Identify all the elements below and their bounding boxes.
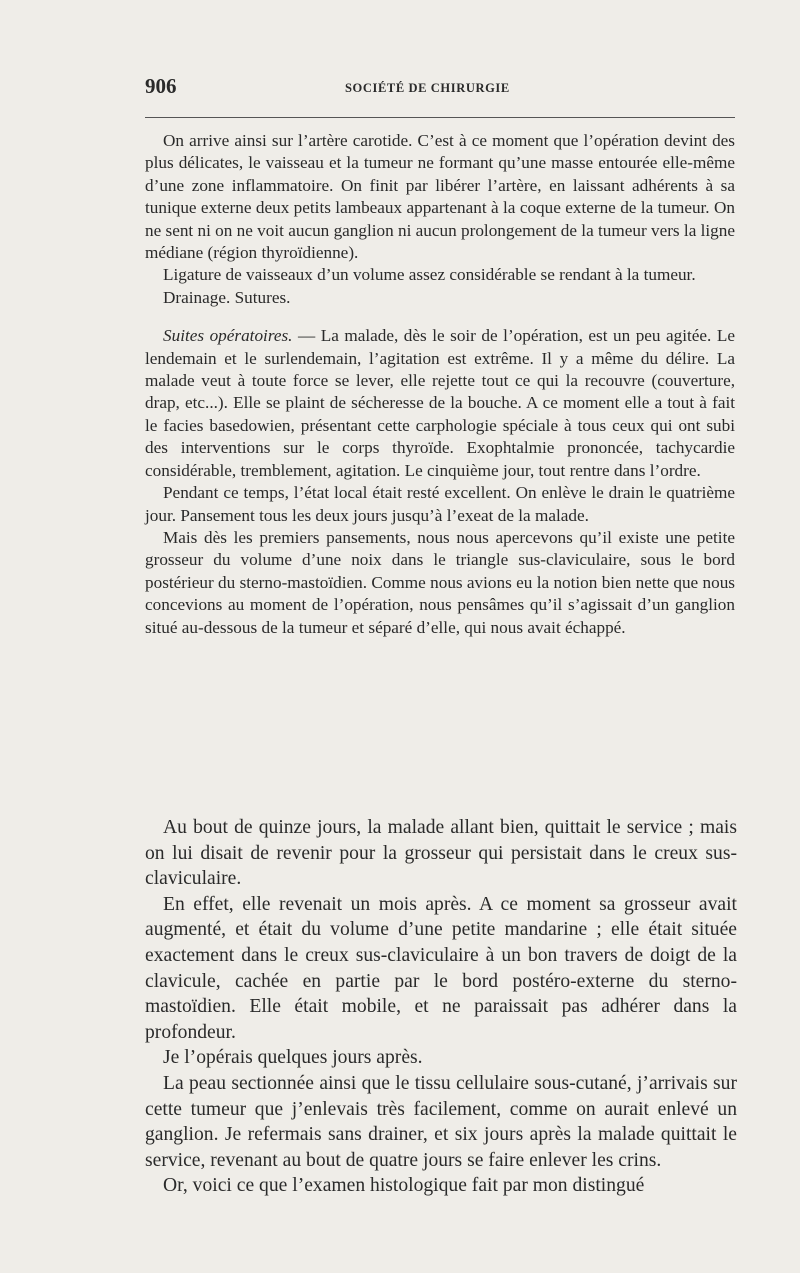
paragraph: En effet, elle revenait un mois après. A ce moment sa grosseur avait augmenté, et était du volume d’une petite mandarine ; elle était située exactement dans le creux sus-claviculaire à un bon travers de doigt de la clavicule, cachée en partie par le bord postéro-externe du sterno-mastoïdien. Elle était mobile, et ne paraissait pas adhérer dans la profondeur. xyxy=(145,893,737,1043)
paragraph: Drainage. Sutures. xyxy=(163,287,291,307)
journal-title: SOCIÉTÉ DE CHIRURGIE xyxy=(345,81,510,95)
running-head xyxy=(145,74,735,104)
paragraph: Mais dès les premiers pansements, nous nous apercevons qu’il existe une petite grosseur du volume d’une noix dans le triangle sus-claviculaire, sous le bord postérieur du sterno-mastoïdien. Comme nous avions eu la notion bien nette que nous concevions au moment de l’opération, nous pensâmes qu’il s’agissait d’un ganglion situé au-dessous de la tumeur et séparé d’elle, qui nous avait échappé. xyxy=(145,527,735,637)
paragraph: Ligature de vaisseaux d’un volume assez considérable se rendant à la tumeur. xyxy=(163,265,696,285)
paragraph: La peau sectionnée ainsi que le tissu cellulaire sous-cutané, j’arrivais sur cette tumeur que j’enlevais très facilement, comme on aurait enlevé un ganglion. Je refermais sans drainer, et six jours après la malade quittait le service, revenant au bout de quatre jours se faire enlever les crins. xyxy=(145,1072,737,1171)
section-lead: Suites opératoires. xyxy=(163,326,293,346)
page-number: 906 xyxy=(145,74,177,98)
paragraph: On arrive ainsi sur l’artère carotide. C’est à ce moment que l’opération devint des plus délicates, le vaisseau et la tumeur ne formant qu’une masse entourée elle-même d’une zone inflammatoire. On finit par libérer l’artère, en laissant adhérents à sa tunique externe deux petits lambeaux appartenant à la coque externe de la tumeur. On ne sent ni on ne voit aucun ganglion ni aucun prolongement de la tumeur vers la ligne médiane (région thyroïdienne). xyxy=(145,131,735,263)
paragraph: Pendant ce temps, l’état local était resté excellent. On enlève le drain le quatrième jour. Pansement tous les deux jours jusqu’à l’exeat de la malade. xyxy=(145,483,735,525)
header-rule xyxy=(145,117,735,118)
paragraph: Or, voici ce que l’examen histologique fait par mon distingué xyxy=(163,1175,645,1197)
paragraph: Au bout de quinze jours, la malade allant bien, quittait le service ; mais on lui disait de revenir pour la grosseur qui persistait dans le creux sus-claviculaire. xyxy=(145,817,737,890)
paragraph-text: — La malade, dès le soir de l’opération, est un peu agitée. Le lendemain et le surlendemain, l’agitation est extrême. Il y a même du délire. La malade veut à toute force se lever, elle rejette tout ce qui la recouvre (couverture, drap, etc...). Elle se plaint de sécheresse de la bouche. A ce moment elle a tout à fait le facies basedowien, présentant cette carphologie spéciale à tous ceux qui ont subi des interventions sur le corps thyroïde. Exophtalmie prononcée, tachycardie considérable, tremblement, agitation. Le cinquième jour, tout rentre dans l’ordre. xyxy=(145,326,735,480)
paragraph: Je l’opérais quelques jours après. xyxy=(163,1047,423,1069)
main-body-text xyxy=(145,815,737,1199)
paragraph xyxy=(145,325,735,482)
case-report-small-text xyxy=(145,130,735,639)
